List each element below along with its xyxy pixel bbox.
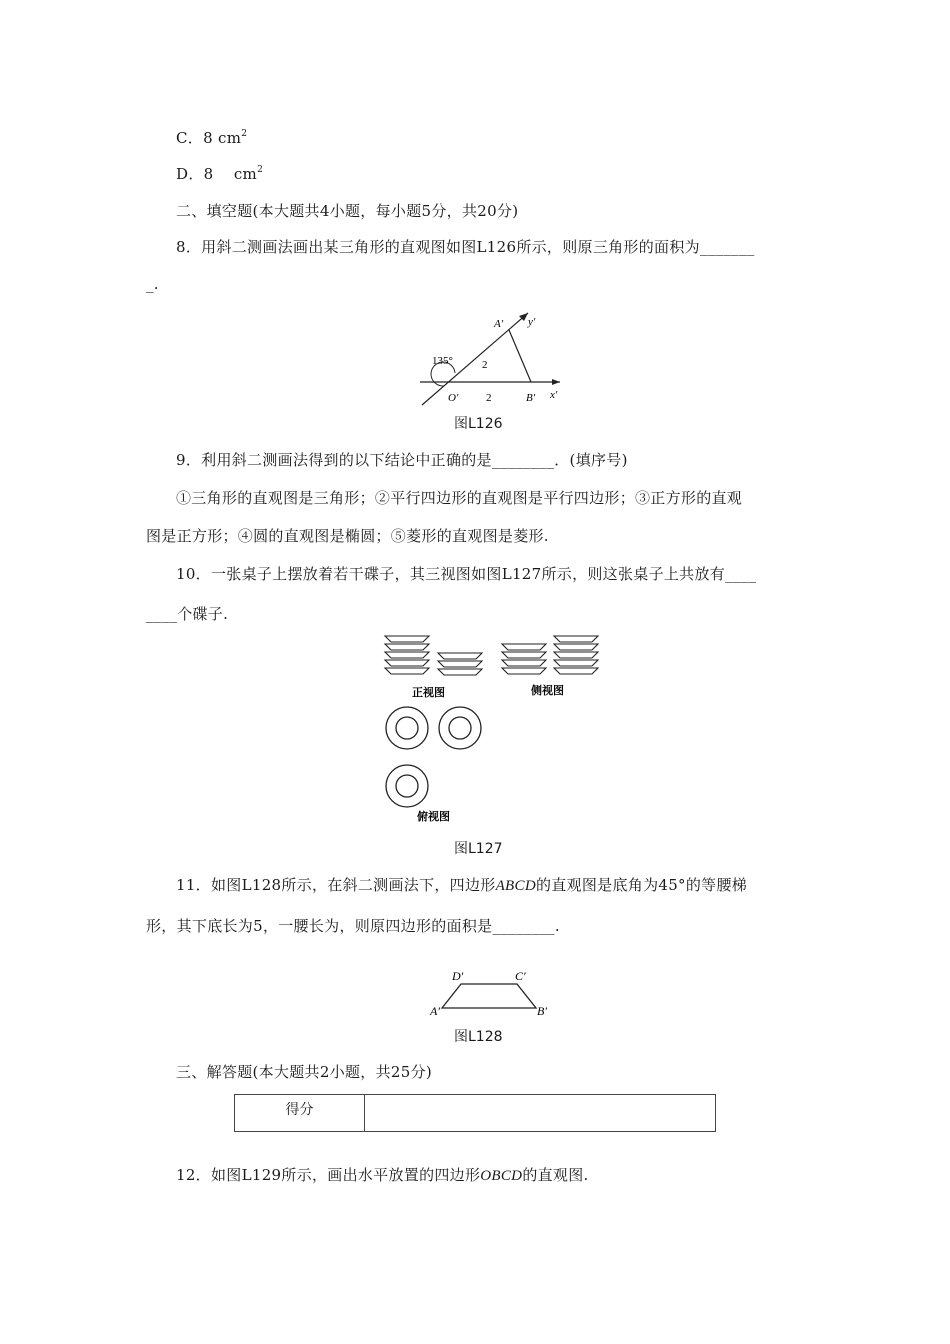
trapezoid (442, 984, 536, 1008)
question-11-text-a: 11．如图L128所示，在斜二测画法下，四边形 (176, 876, 496, 894)
figure-l128 (425, 965, 560, 1023)
front-view-label: 正视图 (412, 686, 445, 699)
section-title-answer: 三、解答题(本大题共2小题，共25分) (176, 1063, 433, 1081)
label-a: A′ (494, 318, 504, 330)
label-d: D′ (452, 969, 464, 983)
question-9-line1: 9．利用斜二测画法得到的以下结论中正确的是________．(填序号) (176, 451, 628, 469)
question-12-var: OBCD (480, 1168, 523, 1184)
label-y: y′ (528, 316, 536, 328)
side-oa-length: 2 (482, 359, 488, 371)
front-view-stack-1 (385, 636, 429, 674)
question-11-line1 (176, 874, 747, 895)
question-9-line3: 图是正方形；④圆的直观图是椭圆；⑤菱形的直观图是菱形. (146, 527, 549, 545)
option-d-text: D．8 cm (176, 165, 258, 183)
side-ab (509, 330, 531, 382)
label-c: C′ (515, 969, 526, 983)
top-view-label: 俯视图 (417, 810, 450, 823)
figure-l126 (410, 305, 580, 405)
question-12 (176, 1164, 589, 1185)
label-b: B′ (526, 392, 536, 404)
x-axis-arrow (552, 379, 560, 385)
label-x: x′ (550, 389, 558, 401)
top-view-plate-2 (439, 707, 481, 749)
question-12-text-b: 的直观图. (522, 1166, 589, 1184)
front-view-stack-2 (438, 653, 482, 675)
option-c (176, 127, 247, 148)
caption-l126: 图L126 (454, 416, 503, 432)
question-10-line2: ____个碟子. (146, 605, 229, 623)
label-a: A′ (430, 1004, 440, 1018)
question-9-line2: ①三角形的直观图是三角形；②平行四边形的直观图是平行四边形；③正方形的直观 (176, 489, 743, 507)
option-c-text: C．8 cm (176, 129, 242, 147)
top-view-plate-1 (386, 707, 428, 749)
side-view-stack-2 (554, 636, 598, 674)
score-input-cell[interactable] (365, 1095, 715, 1131)
top-view-plate-3 (386, 765, 428, 807)
question-11-line2: 形，其下底长为5，一腰长为，则原四边形的面积是________. (146, 917, 560, 935)
question-8-line2: _. (146, 275, 159, 293)
question-8-line1: 8．用斜二测画法画出某三角形的直观图如图L126所示，则原三角形的面积为_______ (176, 238, 755, 256)
option-c-sup: 2 (241, 129, 248, 139)
side-view-stack-1 (502, 644, 546, 674)
score-table (234, 1094, 716, 1132)
side-view-label: 侧视图 (531, 684, 564, 697)
section-title-fill-in: 二、填空题(本大题共4小题，每小题5分，共20分) (176, 202, 519, 220)
question-12-text-a: 12．如图L129所示，画出水平放置的四边形 (176, 1166, 481, 1184)
option-d (176, 163, 263, 184)
caption-l128: 图L128 (454, 1029, 503, 1045)
label-o: O′ (448, 392, 459, 404)
angle-label: 135° (432, 355, 453, 367)
label-b: B′ (537, 1004, 547, 1018)
side-ob-length: 2 (486, 392, 492, 404)
option-d-sup: 2 (257, 165, 264, 175)
question-11-text-b: 的直观图是底角为45°的等腰梯 (535, 876, 748, 894)
question-10-line1: 10．一张桌子上摆放着若干碟子，其三视图如图L127所示，则这张桌子上共放有____ (176, 565, 757, 583)
figure-l127 (350, 630, 610, 830)
question-11-var: ABCD (495, 878, 536, 894)
caption-l127: 图L127 (454, 841, 503, 857)
score-label: 得分 (235, 1095, 365, 1131)
